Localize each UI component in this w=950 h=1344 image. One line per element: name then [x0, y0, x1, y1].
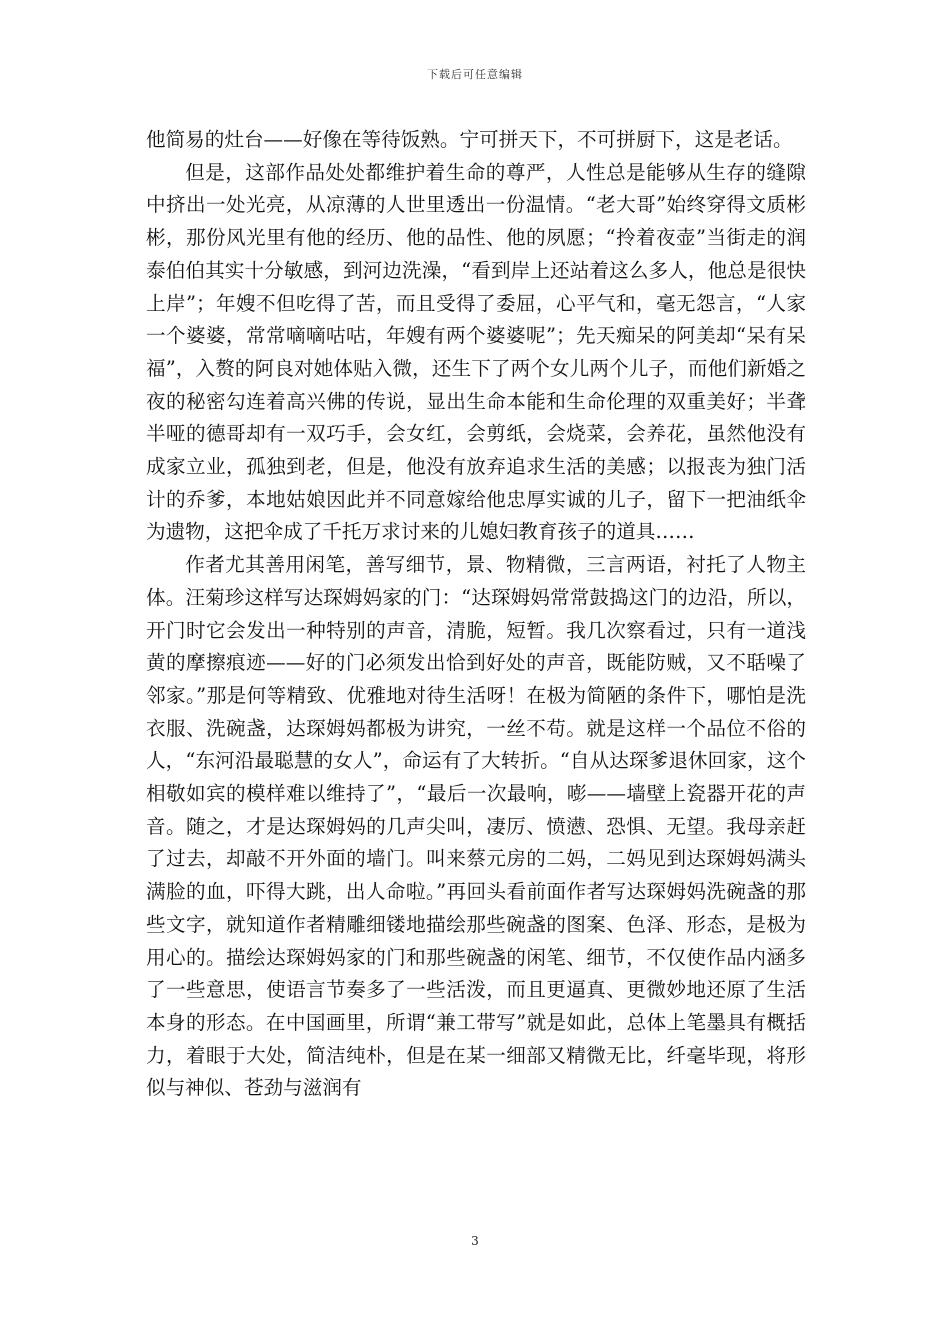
page-header: 下载后可任意编辑	[427, 68, 523, 81]
page-number: 3	[471, 1234, 479, 1248]
paragraph: 作者尤其善用闲笔，善写细节，景、物精微，三言两语，衬托了人物主体。汪菊珍这样写达琛姆妈家的门：“达琛姆妈常常鼓捣这门的边沿，所以，开门时它会发出一种特别的声音，清脆，短暂。我几次察看过，只有一道浅黄的摩擦痕迹——好的门必须发出恰到好处的声音，既能防贼，又不聒噪了邻家。”那是何等精致、优雅地对待生活呀！在极为简陋的条件下，哪怕是洗衣服、洗碗盏，达琛姆妈都极为讲究，一丝不苟。就是这样一个品位不俗的人，“东河沿最聪慧的女人”，命运有了大转折。“自从达琛爹退休回家，这个相敬如宾的模样难以维持了”，“最后一次最响，嘭——墙壁上瓷器开花的声音。随之，才是达琛姆妈的几声尖叫，凄厉、愤懑、恐惧、无望。我母亲赶了过去，却敲不开外面的墙门。叫来蔡元房的二妈，二妈见到达琛姆妈满头满脸的血，吓得大跳，出人命啦。”再回头看前面作者写达琛姆妈洗碗盏的那些文字，就知道作者精雕细镂地描绘那些碗盏的图案、色泽、形态，是极为用心的。描绘达琛姆妈家的门和那些碗盏的闲笔、细节，不仅使作品内涵多了一些意思，使语言节奏多了一些活泼，而且更逼真、更微妙地还原了生活本身的形态。在中国画里，所谓“兼工带写”就是如此，总体上笔墨具有概括力，着眼于大处，简洁纯朴，但是在某一细部又精微无比，纤毫毕现，将形似与神似、苍劲与滋润有	[146, 553, 806, 1100]
paragraph: 但是，这部作品处处都维护着生命的尊严，人性总是能够从生存的缝隙中挤出一处光亮，从凉薄的人世里透出一份温情。“老大哥”始终穿得文质彬彬，那份风光里有他的经历、他的品性、他的夙愿；“拎着夜壶”当街走的润泰伯伯其实十分敏感，到河边洗澡，“看到岸上还站着这么多人，他总是很快上岸”；年嫂不但吃得了苦，而且受得了委屈，心平气和，毫无怨言，“人家一个婆婆，常常嘀嘀咕咕，年嫂有两个婆婆呢”；先天痴呆的阿美却“呆有呆福”，入赘的阿良对她体贴入微，还生下了两个女儿两个儿子，而他们新婚之夜的秘密勾连着高兴佛的传说，显出生命本能和生命伦理的双重美好；半聋半哑的德哥却有一双巧手，会女红，会剪纸，会烧菜，会养花，虽然他没有成家立业，孤独到老，但是，他没有放弃追求生活的美感；以报丧为独门活计的乔爹，本地姑娘因此并不同意嫁给他忠厚实诚的儿子，留下一把油纸伞为遗物，这把伞成了千托万求讨来的儿媳妇教育孩子的道具……	[146, 160, 806, 544]
document-body	[146, 124, 806, 1105]
paragraph-continuation: 他简易的灶台——好像在等待饭熟。宁可拼天下，不可拼厨下，这是老话。	[146, 128, 793, 151]
